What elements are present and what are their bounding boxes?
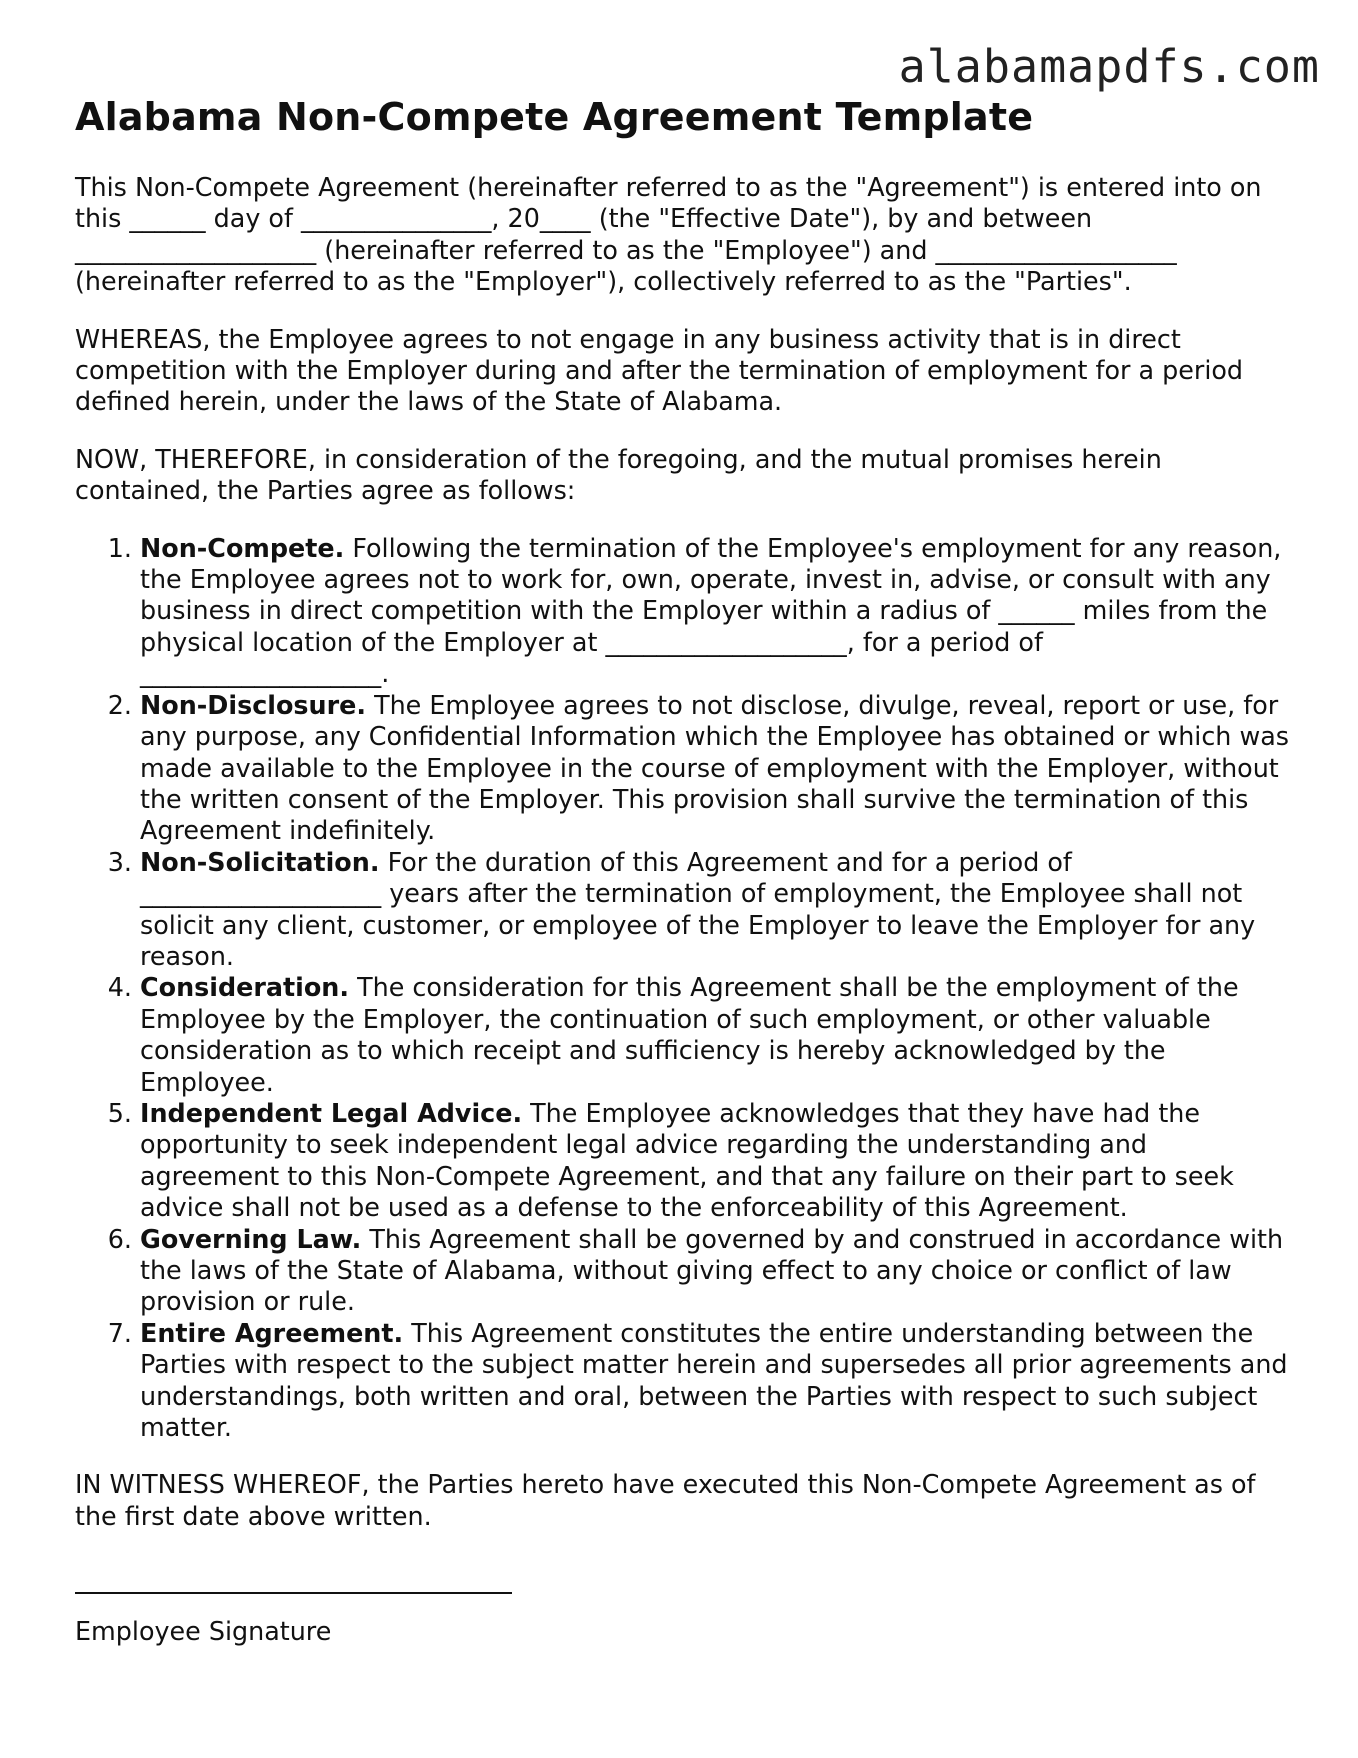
witness-paragraph: IN WITNESS WHEREOF, the Parties hereto have executed this Non-Compete Agreement as of the first date above written. [75,1469,1256,1531]
clause-heading: Non-Compete. [140,532,345,563]
document-page [75,94,1290,1648]
site-watermark: alabamapdfs.com [898,40,1320,93]
signature-line[interactable] [75,1592,512,1594]
clause-text: This Agreement shall be governed by and construed in accordance with the laws of the State of Alabama, without giving effect to any choice or conflict of law provision or rule. [140,1223,1284,1317]
clause-heading: Non-Solicitation. [140,846,380,877]
clause-item [140,533,1290,690]
clause-text: Following the termination of the Employee's employment for any reason, the Employee agrees not to work for, own, operate, invest in, advise, or consult with any business in direct competition with the Employer within a radius of ______ miles from the physical location of the Employer at ___________________, for a period of ___________________. [140,532,1282,689]
clause-heading: Independent Legal Advice. [140,1097,523,1128]
clause-heading: Entire Agreement. [140,1317,404,1348]
clause-heading: Non-Disclosure. [140,689,366,720]
clause-text: The consideration for this Agreement shall be the employment of the Employee by the Employer, the continuation of such employment, or other valuable consideration as to which receipt and sufficiency is hereby acknowledged by the Employee. [140,972,1239,1097]
signature-label: Employee Signature [75,1616,332,1647]
clause-list [75,533,1290,1444]
clause-text: For the duration of this Agreement and for a period of ___________________ years after the termination of employment, the Employee shall not solicit any client, customer, or employee of the Employer to leave the Employer for any reason. [140,846,1256,971]
clause-text: The Employee agrees to not disclose, divulge, reveal, report or use, for any purpose, any Confidential Information which the Employee has obtained or which was made available to the Employee in the course of employment with the Employer, without the written consent of the Employer. This provision shall survive the termination of this Agreement indefinitely. [140,689,1290,846]
clause-item [140,1224,1290,1318]
clause-text: This Agreement constitutes the entire understanding between the Parties with respect to the subject matter herein and supersedes all prior agreements and understandings, both written and oral, between the Parties with respect to such subject matter. [140,1317,1288,1443]
therefore-paragraph: NOW, THEREFORE, in consideration of the foregoing, and the mutual promises herein contained, the Parties agree as follows: [75,443,1162,506]
intro-paragraph: This Non-Compete Agreement (hereinafter referred to as the "Agreement") is entered into on this ______ day of _______________, 20____ (the "Effective Date"), by and between ___________________ (hereinafter referred to as the "Employee") and ___________________ (hereinafter referred to as the "Employer"), collectively referred to as the "Parties". [75,172,1262,297]
clause-heading: Governing Law. [140,1223,362,1254]
clause-text: The Employee acknowledges that they have had the opportunity to seek independent legal advice regarding the understanding and agreement to this Non-Compete Agreement, and that any failure on their part to seek advice shall not be used as a defense to the enforceability of this Agreement. [140,1097,1234,1223]
clause-item [140,690,1290,847]
clause-heading: Consideration. [140,972,350,1003]
whereas-paragraph: WHEREAS, the Employee agrees to not engage in any business activity that is in direct competition with the Employer during and after the termination of employment for a period defined herein, under the laws of the State of Alabama. [75,323,1244,417]
clause-item [140,1318,1290,1444]
clause-item [140,972,1290,1098]
clause-item [140,847,1290,973]
document-title: Alabama Non-Compete Agreement Template [75,95,1034,139]
clause-item [140,1098,1290,1224]
